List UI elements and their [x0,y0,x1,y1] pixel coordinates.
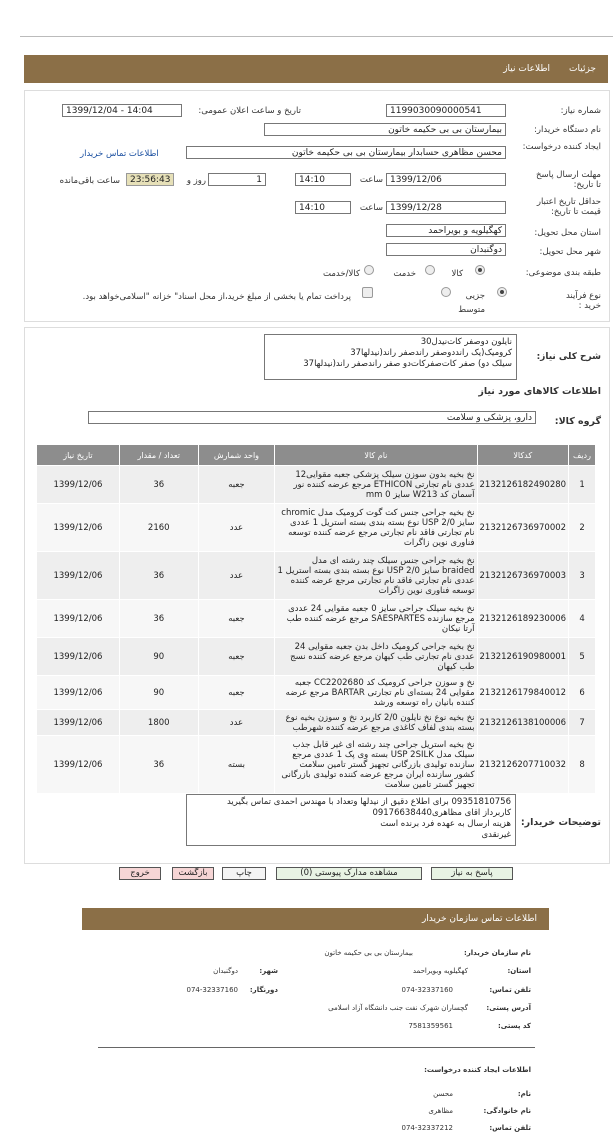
days-field: 1 [208,173,266,186]
breadcrumb-need-info[interactable]: اطلاعات نیاز [503,64,550,74]
col-name: نام کالا [275,445,477,466]
process-label: نوع فرآیند خرید : [565,291,601,311]
cell-name: نخ بخیه جراحی جنس سیلک چند رشته ای مدل braided سایز USP 2/0 نوع بسته بندی بسته استریل 1 عددی نام تجارتی فاقد نام تجارتی مرجع عرضه کننده توسعه فناوری نوین زاگرات [275,552,477,600]
buyer-contact-link[interactable]: اطلاعات تماس خریدار [80,149,159,159]
reply-time-label: ساعت [359,175,383,185]
contact-postal-label: کد پستی: [497,1022,531,1030]
cell-row: 6 [569,676,596,710]
cell-name: نخ بخیه جراحی کرومیک داخل بدن جعبه مقوایی 24 عددی نام تجارتی طب کیهان مرجع عرضه کننده نسج طب کیهان [275,638,477,676]
reply-button[interactable]: پاسخ به نیاز [431,867,513,880]
cell-unit: عدد [198,552,275,600]
reply-date-field: 1399/12/06 [386,173,506,186]
col-unit: واحد شمارش [198,445,275,466]
category-radio-goods[interactable] [475,265,485,275]
announce-label: تاریخ و ساعت اعلان عمومی: [198,106,301,116]
group-label: گروه کالا: [554,416,601,427]
city-field: دوگنبدان [386,243,506,256]
remaining-label: ساعت باقی‌مانده [59,176,120,186]
cell-qty: 36 [119,736,198,794]
cell-date: 1399/12/06 [37,710,120,736]
table-row [37,676,596,710]
cell-code: 2132126736970003 [477,552,569,600]
contact-divider [98,1047,535,1048]
group-field: دارو، پزشکی و سلامت [88,411,536,424]
cell-name: نخ بخیه جراحی جنس کت گوت کرومیک مدل chromic سایز USP 2/0 نوع بسته بندی بسته استریل 1 عددی نام تجارتی فاقد نام تجارتی مرجع عرضه کننده توسعه فناوری نوین زاگرات [275,504,477,552]
process-option-minor: جزیی [465,291,485,301]
col-date: تاریخ نیاز [37,445,120,466]
cell-unit: عدد [198,504,275,552]
cell-name: نخ بخیه سیلک جراحی سایز 0 جعبه مقوایی 24 عددی مرجع سازنده SAESPARTES مرجع عرضه کننده طب آرتا نیکان [275,600,477,638]
table-row [37,638,596,676]
table-row [37,600,596,638]
cell-date: 1399/12/06 [37,676,120,710]
cell-date: 1399/12/06 [37,638,120,676]
cell-code: 2132126179840012 [477,676,569,710]
category-label: طبقه بندی موضوعی: [525,268,601,278]
cell-unit: بسته [198,736,275,794]
buyer-org-label: نام دستگاه خریدار: [534,125,601,135]
table-row [37,466,596,504]
goods-table [36,444,596,794]
buyer-note-line: کاربرداز اقای مظاهری09176638440 [372,808,511,818]
reply-deadline-label: مهلت ارسال پاسخ تا تاریخ: [536,170,601,190]
category-radio-service[interactable] [425,265,435,275]
cell-row: 4 [569,600,596,638]
contact-header [82,908,549,930]
page-header [24,55,608,83]
remaining-timer: 23:56:43 [126,173,174,186]
process-option-medium: متوسط [458,305,485,315]
contact-address: گچساران شهرک نفت جنب دانشگاه آزاد اسلامی [328,1004,468,1012]
cell-date: 1399/12/06 [37,466,120,504]
creator-phone-label: تلفن تماس: [489,1124,531,1132]
breadcrumb-details[interactable]: جزئیات [569,64,596,74]
contact-phone: 074-32337160 [401,986,453,994]
province-label: استان محل تحویل: [534,228,601,238]
creator-name-label: نام: [517,1090,531,1098]
back-button[interactable]: بازگشت [172,867,214,880]
need-number-label: شماره نیاز: [560,106,601,116]
city-label: شهر محل تحویل: [539,247,601,257]
col-qty: تعداد / مقدار [119,445,198,466]
cell-qty: 36 [119,466,198,504]
cell-date: 1399/12/06 [37,600,120,638]
validity-date-field: 1399/12/28 [386,201,506,214]
view-docs-button[interactable]: مشاهده مدارک پیوستی (0) [276,867,422,880]
cell-row: 5 [569,638,596,676]
reply-time-field: 14:10 [295,173,351,186]
category-radio-both[interactable] [364,265,374,275]
summary-line: نایلون دوصفر کات‌نیدل30 [420,337,512,347]
cell-unit: جعبه [198,466,275,504]
contact-city: دوگنبدان [213,967,238,975]
cell-name: نخ و سوزن جراحی کرومیک کد CC2202680 جعبه مقوایی 24 بسته‌ای نام تجارتی BARTAR مرجع عرضه کننده بانیان راه توسعه ورشد [275,676,477,710]
category-option-service: خدمت [393,269,416,279]
buyer-note-line: هزینه ارسال به عهده فرد برنده است [380,819,511,829]
cell-unit: جعبه [198,676,275,710]
cell-row: 1 [569,466,596,504]
goods-heading: اطلاعات کالاهای مورد نیاز [478,386,601,397]
creator-name: محسن [433,1090,453,1098]
payment-note: پرداخت تمام یا بخشی از مبلغ خرید،از محل اسناد" خزانه "اسلامی‌خواهد بود. [82,292,351,302]
cell-code: 2132126736970002 [477,504,569,552]
creator-label: ایجاد کننده درخواست: [522,142,601,152]
cell-qty: 36 [119,600,198,638]
cell-date: 1399/12/06 [37,504,120,552]
table-row [37,736,596,794]
cell-name: نخ بخیه نوع نخ نایلون 2/0 کاربرد نخ و سوزن بخیه نوع بسته بندی لفاف کاغذی مرجع عرضه کننده شهرطب [275,710,477,736]
cell-qty: 90 [119,638,198,676]
process-radio-medium[interactable] [441,287,451,297]
province-field: کهگیلویه و بویراحمد [386,224,506,237]
table-row [37,504,596,552]
cell-code: 2132126190980001 [477,638,569,676]
contact-postal: 7581359561 [408,1022,453,1030]
cell-name: نخ بخیه بدون سوزن سیلک پزشکی جعبه مقوایی12 عددی نام تجارتی ETHICON مرجع عرضه کننده نور آسمان کد W213 سایز 0 mm [275,466,477,504]
contact-province: کهگیلویه وبویراحمد [412,967,468,975]
contact-address-label: آدرس پستی: [486,1004,531,1012]
buyer-notes-box [186,794,516,846]
contact-fax: 074-32337160 [186,986,238,994]
contact-phone-label: تلفن تماس: [489,986,531,994]
category-option-both: کالا/خدمت [323,269,360,279]
category-option-goods: کالا [451,269,463,279]
cell-qty: 36 [119,552,198,600]
summary-line: کرومیک(یک رانددوصفر راندصفر راند(نیدلها37 [350,348,512,358]
creator-family-label: نام خانوادگی: [483,1107,531,1115]
summary-label: شرح کلی نیاز: [536,352,601,362]
cell-row: 3 [569,552,596,600]
cell-unit: جعبه [198,638,275,676]
contact-title: اطلاعات تماس سازمان خریدار [421,914,537,924]
contact-province-label: استان: [507,967,531,975]
cell-date: 1399/12/06 [37,552,120,600]
cell-qty: 90 [119,676,198,710]
cell-qty: 1800 [119,710,198,736]
creator-heading: اطلاعات ایجاد کننده درخواست: [424,1066,531,1074]
cell-code: 2132126138100006 [477,710,569,736]
validity-time-label: ساعت [359,203,383,213]
summary-box [264,334,517,380]
cell-code: 2132126182490280 [477,466,569,504]
cell-date: 1399/12/06 [37,736,120,794]
top-divider [20,36,613,37]
cell-name: نخ بخیه استریل جراحی چند رشته ای غیر قابل جذب سیلک مدل USP 2SILK بسته وی پک 1 عددی مرجع سازنده تولیدی بازرگانی تجهیز گستر تامین سلامت کشور سازنده ایران مرجع عرضه کننده تولیدی بازرگانی تجهیز گستر تامین سلامت [275,736,477,794]
creator-phone: 074-32337212 [401,1124,453,1132]
buyer-notes-label: توضیحات خریدار: [520,817,601,828]
summary-line: سیلک دو) صفر کات‌صفرکات‌دو صفر راندصفر راند(نیدلها37 [303,359,512,369]
col-row: ردیف [569,445,596,466]
creator-field: محسن مظاهری حسابدار بیمارستان بی بی حکیمه خاتون [186,146,506,159]
cell-code: 2132126189230006 [477,600,569,638]
print-button[interactable]: چاپ [222,867,266,880]
validity-label: حداقل تاریخ اعتبار قیمت تا تاریخ: [536,197,601,217]
cell-code: 2132126207710032 [477,736,569,794]
cell-unit: عدد [198,710,275,736]
cell-row: 2 [569,504,596,552]
creator-family: مظاهری [428,1107,453,1115]
buyer-note-line: غیرنقدی [481,830,511,840]
cell-row: 8 [569,736,596,794]
announce-field: 1399/12/04 - 14:04 [62,104,182,117]
buyer-org-field: بیمارستان بی بی حکیمه خاتون [264,123,506,136]
table-row [37,710,596,736]
contact-org: بیمارستان بی بی حکیمه خاتون [324,949,413,957]
contact-city-label: شهر: [259,967,278,975]
exit-button[interactable]: خروج [119,867,161,880]
need-number-field: 1199030090000541 [386,104,506,117]
col-code: کدکالا [477,445,569,466]
validity-time-field: 14:10 [295,201,351,214]
cell-unit: جعبه [198,600,275,638]
buyer-note-line: 09351810756 برای اطلاع دقیق از نیدلها وتعداد با مهندس احمدی تماس بگیرید [226,797,511,807]
cell-row: 7 [569,710,596,736]
payment-checkbox[interactable] [362,287,373,298]
contact-fax-label: دورنگار: [249,986,278,994]
days-label: روز و [186,176,206,186]
contact-org-label: نام سازمان خریدار: [463,949,531,957]
cell-qty: 2160 [119,504,198,552]
process-radio-minor[interactable] [497,287,507,297]
table-row [37,552,596,600]
